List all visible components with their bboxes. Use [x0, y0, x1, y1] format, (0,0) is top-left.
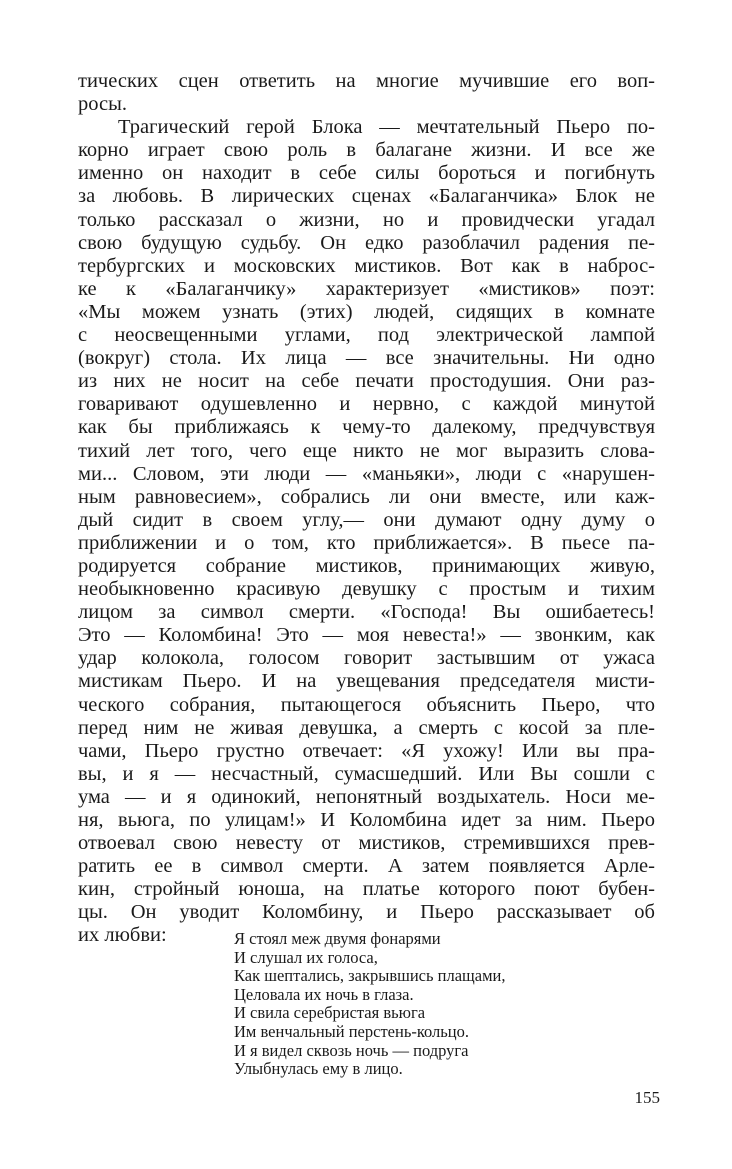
page-number: 155: [634, 1088, 660, 1107]
text-line: ратить ее в символ смерти. А затем появляется Арле-: [78, 855, 655, 878]
text-line: цы. Он уводит Коломбину, и Пьеро рассказывает об: [78, 901, 655, 924]
text-line: говаривают одушевленно и нервно, с каждой минутой: [78, 393, 655, 416]
text-line: кин, стройный юноша, на платье которого поют бубен-: [78, 878, 655, 901]
text-line: чами, Пьеро грустно отвечает: «Я ухожу! Или вы пра-: [78, 739, 655, 762]
poem-block: [234, 930, 614, 1079]
text-line: необыкновенно красивую девушку с простым и тихим: [78, 578, 655, 601]
text-line: дый сидит в своем углу,— они думают одну думу о: [78, 508, 655, 531]
text-line: Это — Коломбина! Это — моя невеста!» — звонким, как: [78, 624, 655, 647]
text-line: ми... Словом, эти люди — «маньяки», люди с «нарушен-: [78, 462, 655, 485]
text-line: ума — и я одинокий, непонятный воздыхатель. Носи ме-: [78, 785, 655, 808]
text-line: свою будущую судьбу. Он едко разоблачил радения пе-: [78, 231, 655, 254]
text-line: как бы приближаясь к чему-то далекому, предчувствуя: [78, 416, 655, 439]
text-line: тербургских и московских мистиков. Вот как в наброс-: [78, 254, 655, 277]
text-line: ня, вьюга, по улицам!» И Коломбина идет за ним. Пьеро: [78, 809, 655, 831]
text-line: вы, и я — несчастный, сумасшедший. Или Вы сошли с: [78, 762, 655, 785]
text-line: ке к «Балаганчику» характеризует «мистиков» поэт:: [78, 277, 655, 300]
text-line: удар колокола, голосом говорит застывшим от ужаса: [78, 647, 655, 670]
poem-line: И слушал их голоса,: [234, 947, 378, 967]
text-line: перед ним не живая девушка, а смерть с косой за пле-: [78, 716, 655, 739]
text-line: их любви:: [78, 924, 167, 947]
text-line: из них не носит на себе печати простодушия. Они раз-: [78, 370, 655, 393]
text-line: тических сцен ответить на многие мучившие его воп-: [78, 70, 655, 92]
text-line: приближении и о том, кто приближается». В пьесе па-: [78, 531, 655, 554]
poem-line: И я видел сквозь ночь — подруга: [234, 1040, 469, 1060]
text-line: мистикам Пьеро. И на увещевания председателя мисти-: [78, 670, 655, 693]
poem-line: Улыбнулась ему в лицо.: [234, 1059, 403, 1079]
poem-line: Целовала их ночь в глаза.: [234, 984, 414, 1004]
text-line: именно он находит в себе силы бороться и погибнуть: [78, 162, 655, 185]
poem-line: Им венчальный перстень-кольцо.: [234, 1021, 470, 1041]
poem-line: Я стоял меж двумя фонарями: [234, 929, 441, 948]
text-line: лицом за символ смерти. «Господа! Вы ошибаетесь!: [78, 601, 655, 624]
poem-line: И свила серебристая вьюга: [234, 1003, 426, 1023]
text-line: Трагический герой Блока — мечтательный Пьеро по-: [118, 116, 655, 139]
text-line: родируется собрание мистиков, принимающих живую,: [78, 554, 655, 577]
text-line: (вокруг) стола. Их лица — все значительны. Ни одно: [78, 347, 655, 370]
text-line: корно играет свою роль в балагане жизни. И все же: [78, 139, 655, 162]
text-line: отвоевал свою невесту от мистиков, стремившихся прев-: [78, 832, 655, 855]
text-line: ческого собрания, пытающегося объяснить Пьеро, что: [78, 693, 655, 716]
text-line: ным равновесием», собрались ли они вместе, или каж-: [78, 485, 655, 508]
text-line: за любовь. В лирических сценах «Балаганчика» Блок не: [78, 185, 655, 208]
text-line: только рассказал о жизни, но и провидчески угадал: [78, 208, 655, 231]
text-line: с неосвещенными углами, под электрической лампой: [78, 324, 655, 347]
prose-body: [78, 70, 655, 948]
text-line: «Мы можем узнать (этих) людей, сидящих в комнате: [78, 300, 655, 323]
text-line: тихий лет того, чего еще никто не мог выразить слова-: [78, 439, 655, 462]
poem-line: Как шептались, закрывшись плащами,: [234, 966, 506, 986]
text-line: росы.: [78, 93, 128, 116]
